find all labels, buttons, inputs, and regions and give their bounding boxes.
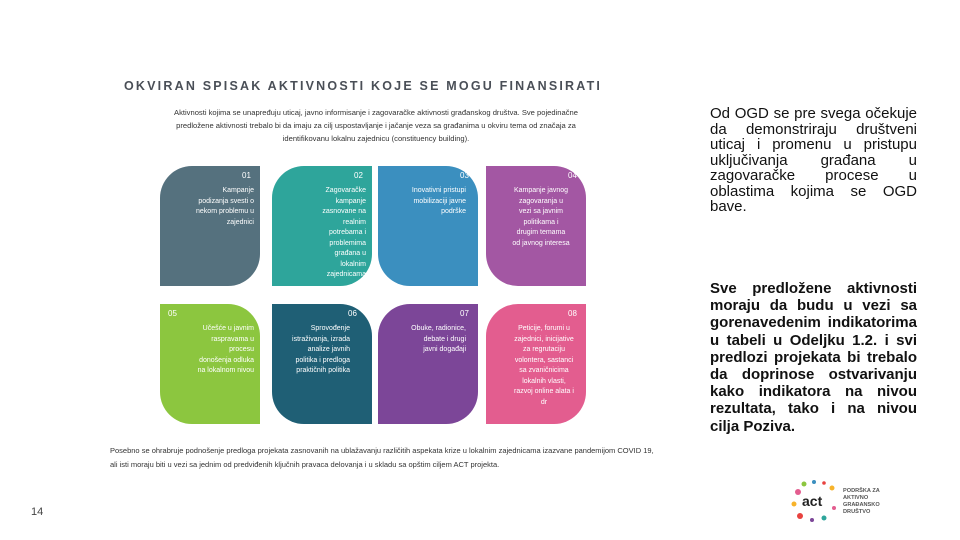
- card-number: 04: [568, 171, 577, 180]
- logo-dot: [810, 518, 814, 522]
- card-number: 08: [568, 309, 577, 318]
- logo-dot: [822, 481, 826, 485]
- figure-note: Posebno se ohrabruje podnošenje predloga projekata zasnovanih na ublažavanju različitih aspekata krize u lokalnim zajednicama izazvane pandemijom COVID 19, ali isti moraju biti u vezi sa jednim od predviđenih ključnih pravaca delovanja i u skladu sa opštim ciljem ACT projekta.: [110, 446, 654, 469]
- paragraph-indicators: Sve predložene aktivnosti moraju da budu u vezi sa gorenavedenim indikatorima u tabeli u Odeljku 1.2. i svi predlozi projekata bi trebalo da doprinose ostvarivanju kako indikatora na nivou rezultata, tako i na nivou cilja Poziva.: [710, 280, 917, 435]
- logo-dot: [832, 506, 836, 510]
- logo-dot: [822, 516, 827, 521]
- logo-dot: [795, 489, 801, 495]
- card-text: Inovativni pristupi mobilizaciji javne podrške: [411, 187, 466, 215]
- card-text: Obuke, radionice, debate i drugi javni događaji: [411, 325, 466, 353]
- logo-dot: [792, 502, 797, 507]
- activity-card-06: [272, 304, 372, 424]
- card-text: Peticije, forumi u zajednici, inicijative za regrutaciju volontera, sastanci sa zvaničnicima lokalnih vlasti, razvoj online alata i dr: [514, 325, 574, 406]
- card-number: 06: [348, 309, 357, 318]
- card-number: 01: [242, 171, 251, 180]
- logo-word: act: [802, 493, 823, 509]
- card-text: Zagovaračke kampanje zasnovane na realnim potrebama i problemima građana u lokalnim zajednicama: [322, 187, 366, 278]
- card-text: Učešće u javnim raspravama u procesu donošenja odluka na lokalnom nivou: [197, 325, 254, 374]
- logo-dot: [830, 486, 835, 491]
- figure-title: OKVIRAN SPISAK AKTIVNOSTI KOJE SE MOGU FINANSIRATI: [124, 79, 603, 93]
- activity-card-07: [378, 304, 478, 424]
- activity-card-03: [378, 166, 478, 286]
- paragraph-expectations: Od OGD se pre svega očekuje da demonstriraju društveni uticaj i promenu u pristupu uključivanja građana u zagovaračke procese u oblastima kojima se OGD bave.: [710, 105, 917, 215]
- activity-card-01: [160, 166, 260, 286]
- logo-dot: [797, 513, 803, 519]
- activity-card-02: [272, 166, 372, 286]
- activity-card-04: [486, 166, 586, 286]
- activity-card-08: [486, 304, 586, 424]
- logo-dot: [802, 482, 807, 487]
- card-number: 05: [168, 309, 177, 318]
- card-number: 07: [460, 309, 469, 318]
- logo-dot: [812, 480, 816, 484]
- card-text: Kampanje javnog zagovaranja u vezi sa javnim politikama i drugim temama od javnog interesa: [512, 187, 570, 247]
- logo-caption: PODRŠKA ZA AKTIVNO GRAĐANSKO DRUŠTVO: [843, 488, 880, 515]
- card-text: Kampanje podizanja svesti o nekom problemu u zajednici: [196, 187, 254, 226]
- card-number: 03: [460, 171, 469, 180]
- activity-card-05: [160, 304, 260, 424]
- card-number: 02: [354, 171, 363, 180]
- card-text: Sprovođenje istraživanja, izrada analize javnih politika i predloga praktičnih politika: [292, 325, 350, 374]
- figure-intro: Aktivnosti kojima se unapređuju uticaj, javno informisanje i zagovaračke aktivnosti građanskog društva. Sve pojedinačne predložene aktivnosti trebalo bi da imaju za cilj uspostavljanje i jačanje veza sa građanima u okviru tema od značaja za identifikovanu lokalnu zajednicu (constituency building).: [174, 108, 578, 143]
- page-number: 14: [31, 506, 44, 518]
